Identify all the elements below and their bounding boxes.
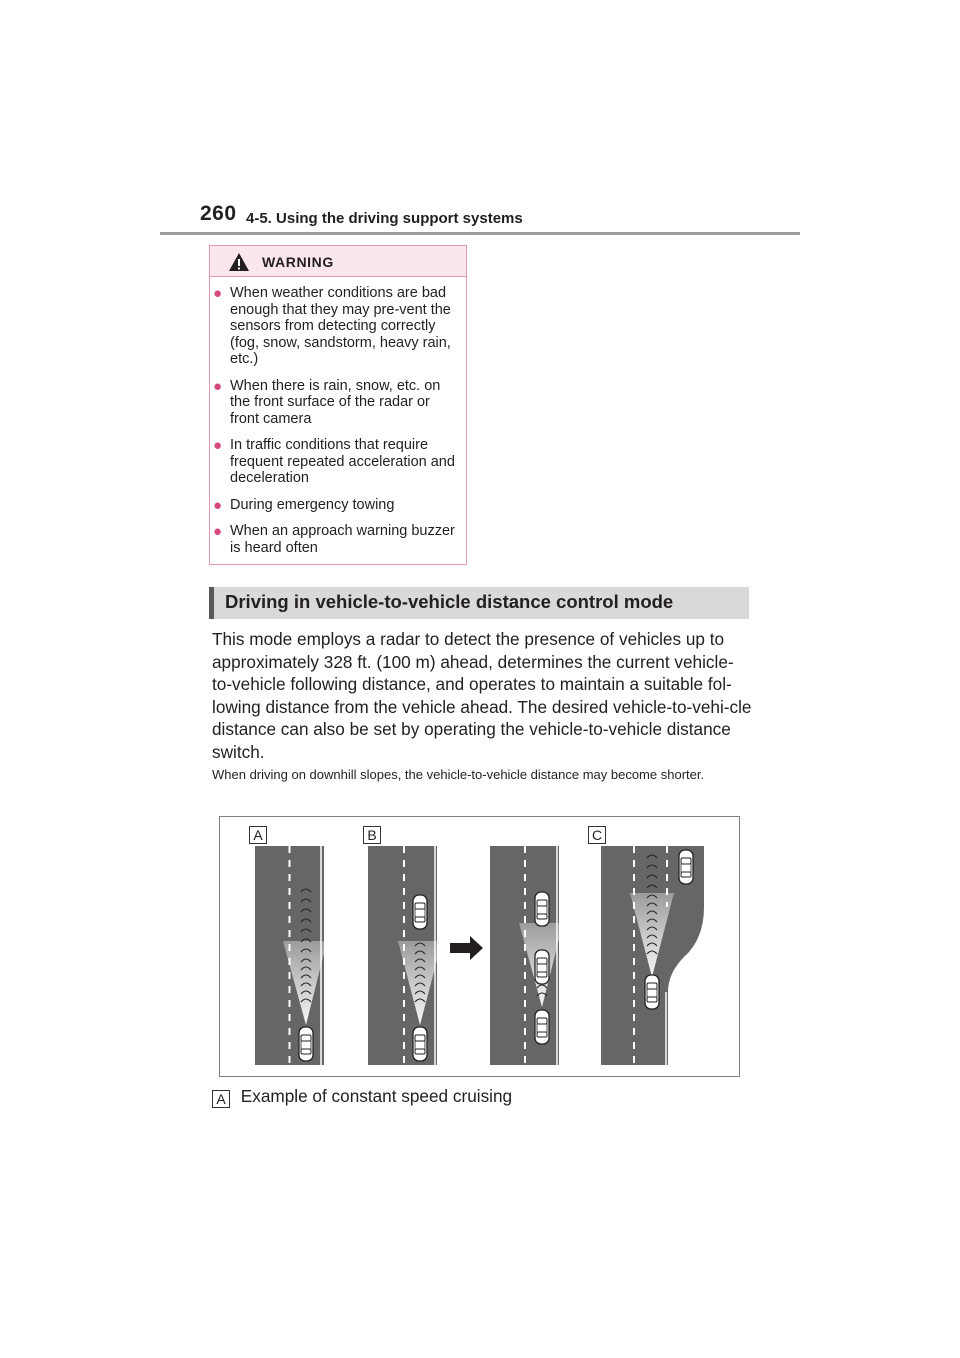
figure-caption	[212, 1086, 512, 1108]
page-number: 260	[200, 202, 237, 225]
section-title: 4-5. Using the driving support systems	[246, 210, 523, 227]
heading-accent-bar	[209, 587, 214, 619]
bullet-icon: ●	[213, 523, 223, 540]
road-b-result	[490, 846, 563, 1065]
warning-triangle-icon	[228, 252, 250, 272]
section-heading-text: Driving in vehicle-to-vehicle distance control mode	[225, 591, 674, 612]
bullet-icon: ●	[213, 377, 223, 395]
car-icon	[645, 975, 659, 1009]
car-icon	[535, 950, 549, 984]
warning-item	[210, 285, 462, 368]
road-c	[601, 846, 704, 1065]
warning-item	[210, 378, 462, 428]
warning-box	[209, 245, 467, 565]
illustration-label-a: A	[249, 826, 267, 844]
warning-item	[210, 497, 462, 514]
caption-label: A	[212, 1090, 230, 1108]
warning-item-text: When weather conditions are bad enough that they may pre-vent the sensors from detecting correctly (fog, snow, sandstorm, heavy rain, etc.)	[230, 285, 451, 367]
bullet-icon: ●	[213, 437, 223, 454]
warning-item	[210, 523, 462, 556]
road-b	[368, 846, 442, 1065]
note-paragraph: When driving on downhill slopes, the vehicle-to-vehicle distance may become shorter.	[212, 767, 705, 782]
car-icon	[535, 1010, 549, 1044]
warning-item	[210, 437, 462, 487]
bullet-icon: ●	[213, 496, 223, 514]
road-diagram	[220, 817, 739, 1076]
warning-title: WARNING	[262, 254, 334, 270]
car-icon	[299, 1027, 313, 1061]
warning-list	[210, 277, 466, 556]
section-heading	[209, 587, 749, 619]
body-paragraph: This mode employs a radar to detect the presence of vehicles up to approximately 328 ft. (100 m) ahead, determines the current vehicle-to-vehicle following distance, and operates to maintain a suitable fol-lowing distance from the vehicle ahead. The desired vehicle-to-vehi-cle distance can also be set by operating the vehicle-to-vehicle distance switch.	[212, 629, 752, 762]
illustration	[219, 816, 740, 1077]
arrow-right-icon	[450, 936, 483, 960]
warning-item-text: During emergency towing	[230, 496, 395, 513]
car-icon	[535, 892, 549, 926]
illustration-label-b: B	[363, 826, 381, 844]
road-a	[255, 846, 327, 1065]
caption-text: Example of constant speed cruising	[240, 1086, 513, 1106]
bullet-icon: ●	[213, 285, 223, 302]
car-icon	[413, 895, 427, 929]
car-icon	[679, 850, 693, 884]
illustration-label-c: C	[588, 826, 606, 844]
header-rule	[160, 232, 800, 235]
warning-header	[210, 246, 466, 277]
warning-item-text: When an approach warning buzzer is heard often	[230, 523, 455, 556]
warning-item-text: When there is rain, snow, etc. on the front surface of the radar or front camera	[230, 377, 441, 427]
warning-item-text: In traffic conditions that require frequent repeated acceleration and deceleration	[230, 437, 455, 486]
car-icon	[413, 1027, 427, 1061]
